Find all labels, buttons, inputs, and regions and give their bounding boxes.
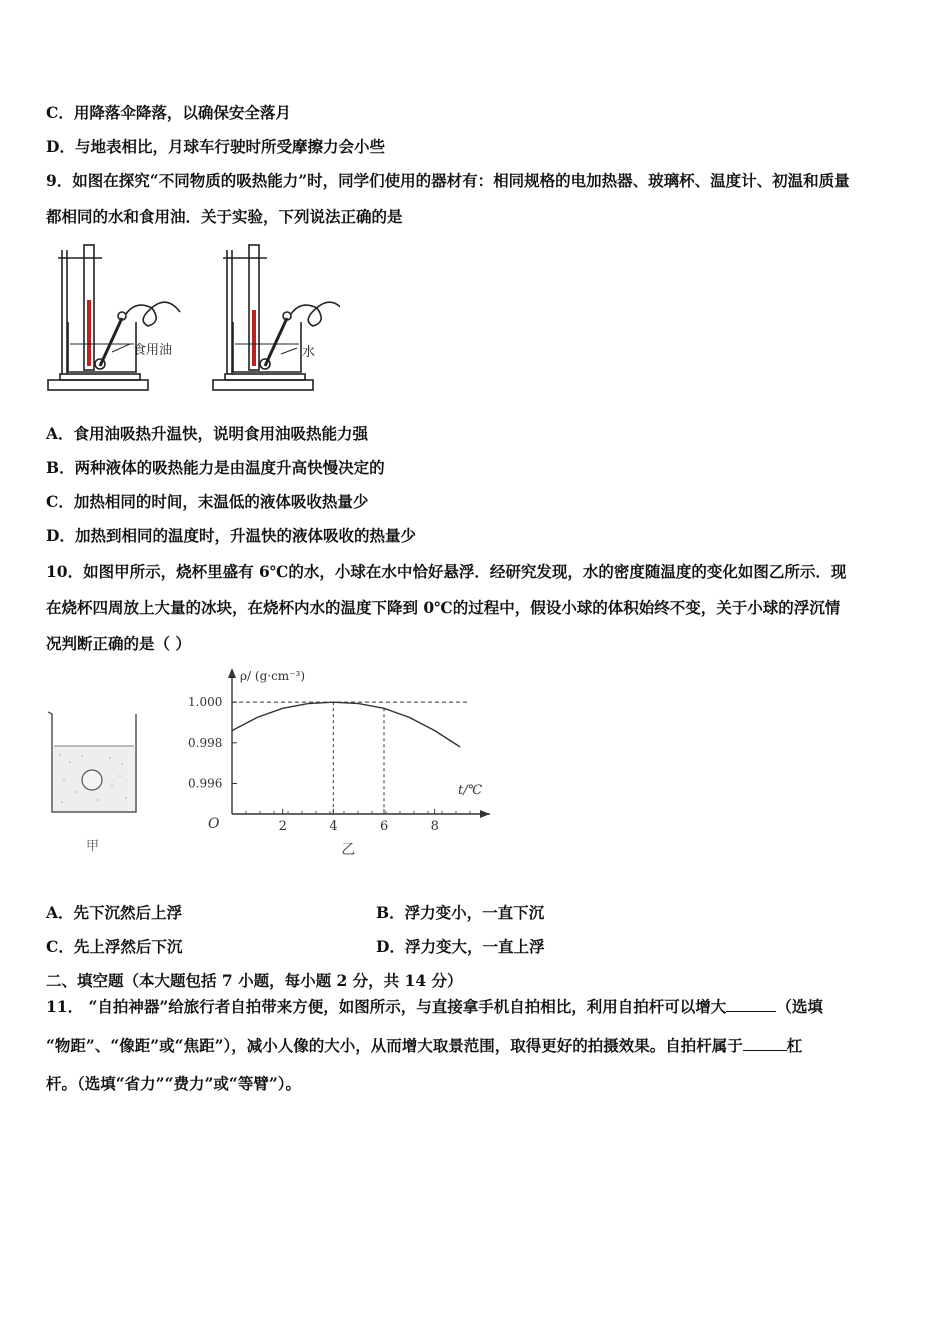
q11-text-1a: 11． “自拍神器”给旅行者自拍带来方便，如图所示，与直接拿手机自拍相比，利用自拍杆可以增大 <box>46 997 727 1016</box>
label-water: 水 <box>302 345 316 360</box>
q9-stem-line2: 都相同的水和食用油．关于实验，下列说法正确的是 <box>46 207 403 226</box>
q10-option-c: C．先上浮然后下沉 <box>46 937 183 956</box>
x-axis-arrow <box>480 810 490 818</box>
q10-option-d: D．浮力变大，一直上浮 <box>376 937 545 956</box>
q11-blank-1[interactable] <box>726 997 776 1012</box>
q10-option-b: B．浮力变小，一直下沉 <box>376 903 545 922</box>
q10-option-a: A．先下沉然后上浮 <box>46 903 183 922</box>
x-tick-label: 8 <box>430 819 439 834</box>
q11-text-2a: “物距”、“像距”或“焦距”），减小人像的大小，从而增大取景范围，取得更好的拍摄效果。自拍杆属于 <box>46 1036 743 1055</box>
x-tick-label: 2 <box>278 819 287 834</box>
y-tick-label: 0.998 <box>188 735 223 750</box>
q11-text-1b: （选填 <box>776 997 823 1016</box>
fig-label-jia: 甲 <box>86 839 100 854</box>
beaker-figure <box>40 700 150 860</box>
section2-heading: 二、填空题（本大题包括 7 小题，每小题 2 分，共 14 分） <box>46 971 463 990</box>
q10-stem-line2: 在烧杯四周放上大量的冰块，在烧杯内水的温度下降到 0℃的过程中，假设小球的体积始终不变，关于小球的浮沉情 <box>46 598 841 617</box>
q11-stem-line1 <box>46 997 823 1017</box>
x-tick-label: 4 <box>329 819 338 834</box>
y-tick-label: 1.000 <box>188 695 223 710</box>
q10-stem-line1: 10．如图甲所示，烧杯里盛有 6℃的水，小球在水中恰好悬浮．经研究发现，水的密度随温度的变化如图乙所示．现 <box>46 562 847 581</box>
q8-option-d: D．与地表相比，月球车行驶时所受摩擦力会小些 <box>46 137 385 156</box>
water-setup <box>213 245 340 390</box>
q10-stem-line3: 况判断正确的是（ ） <box>46 634 191 653</box>
density-curve <box>232 702 460 747</box>
label-oil: 食用油 <box>133 343 173 358</box>
x-axis-label: t/℃ <box>458 783 483 798</box>
q9-option-b: B．两种液体的吸热能力是由温度升高快慢决定的 <box>46 458 385 477</box>
q9-apparatus-figure <box>40 240 340 400</box>
q8-option-c: C．用降落伞降落，以确保安全落月 <box>46 103 291 122</box>
fig-label-yi: 乙 <box>341 842 356 858</box>
y-axis-arrow <box>228 668 236 678</box>
q9-option-a: A．食用油吸热升温快，说明食用油吸热能力强 <box>46 424 369 443</box>
q11-stem-line3: 杆。（选填“省力”“费力”或“等臂”）。 <box>46 1074 301 1093</box>
q11-text-2b: 杠 <box>786 1036 803 1055</box>
x-tick-label: 6 <box>380 819 389 834</box>
q11-blank-2[interactable] <box>743 1036 787 1051</box>
y-tick-label: 0.996 <box>188 776 223 791</box>
q9-option-d: D．加热到相同的温度时，升温快的液体吸收的热量少 <box>46 526 416 545</box>
oil-setup <box>48 245 180 390</box>
q9-stem-line1: 9．如图在探究“不同物质的吸热能力”时，同学们使用的器材有：相同规格的电加热器、玻璃杯、温度计、初温和质量 <box>46 171 850 190</box>
origin-label: O <box>208 816 220 832</box>
q9-option-c: C．加热相同的时间，末温低的液体吸收热量少 <box>46 492 369 511</box>
y-axis-label: ρ/ (g·cm⁻³) <box>240 669 306 683</box>
q11-stem-line2 <box>46 1036 802 1056</box>
density-chart <box>180 662 510 862</box>
